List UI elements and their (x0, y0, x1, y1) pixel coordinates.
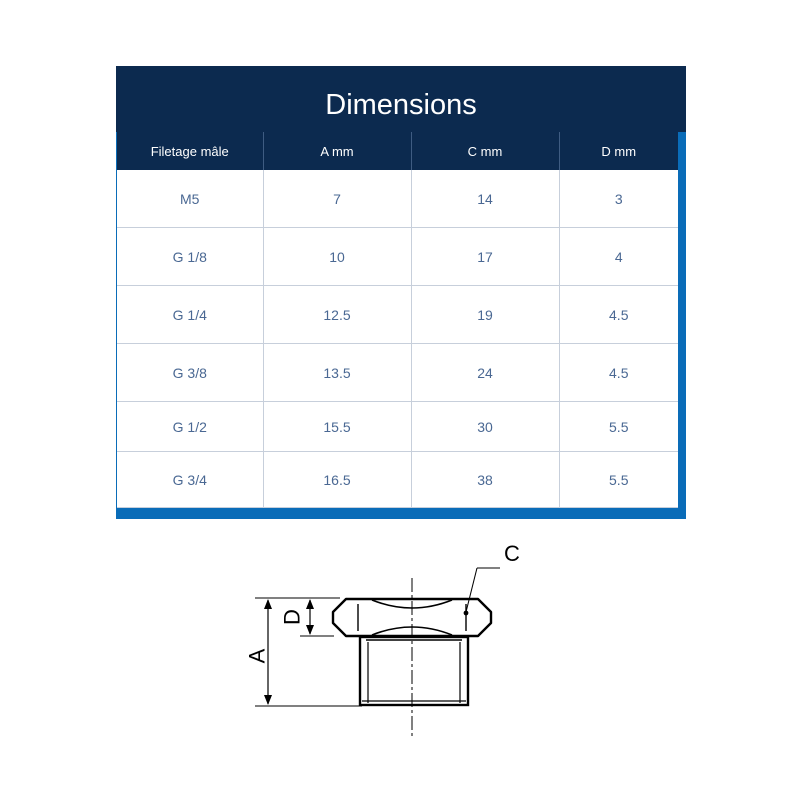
cell-c: 38 (411, 452, 559, 508)
arrowhead-a-top (264, 599, 272, 609)
cell-a: 16.5 (263, 452, 411, 508)
cell-a: 13.5 (263, 344, 411, 402)
dimension-label-a: A (244, 648, 270, 664)
column-header-a: A mm (263, 132, 411, 170)
cell-a: 12.5 (263, 286, 411, 344)
cell-d: 4.5 (559, 286, 678, 344)
cell-c: 14 (411, 170, 559, 228)
column-header-thread: Filetage mâle (117, 132, 263, 170)
threaded-body-outline (360, 637, 468, 705)
cell-thread: G 1/4 (117, 286, 263, 344)
cell-thread: G 1/8 (117, 228, 263, 286)
cell-a: 15.5 (263, 402, 411, 452)
cell-a: 10 (263, 228, 411, 286)
leader-line-c (466, 568, 477, 612)
cell-thread: G 1/2 (117, 402, 263, 452)
cell-d: 5.5 (559, 452, 678, 508)
dimension-label-c: C (504, 541, 520, 566)
cell-d: 3 (559, 170, 678, 228)
cell-c: 30 (411, 402, 559, 452)
cell-c: 19 (411, 286, 559, 344)
cell-thread: M5 (117, 170, 263, 228)
column-header-c: C mm (411, 132, 559, 170)
cell-d: 5.5 (559, 402, 678, 452)
arrowhead-d-top (306, 599, 314, 609)
cell-thread: G 3/8 (117, 344, 263, 402)
table-title: Dimensions (116, 66, 686, 132)
arrowhead-d-bottom (306, 625, 314, 635)
dimension-label-d: D (279, 609, 305, 625)
cell-a: 7 (263, 170, 411, 228)
arrowhead-a-bottom (264, 695, 272, 705)
cell-d: 4 (559, 228, 678, 286)
cell-c: 24 (411, 344, 559, 402)
leader-dot-c (464, 611, 469, 616)
cell-c: 17 (411, 228, 559, 286)
cell-thread: G 3/4 (117, 452, 263, 508)
cell-d: 4.5 (559, 344, 678, 402)
column-header-d: D mm (559, 132, 678, 170)
